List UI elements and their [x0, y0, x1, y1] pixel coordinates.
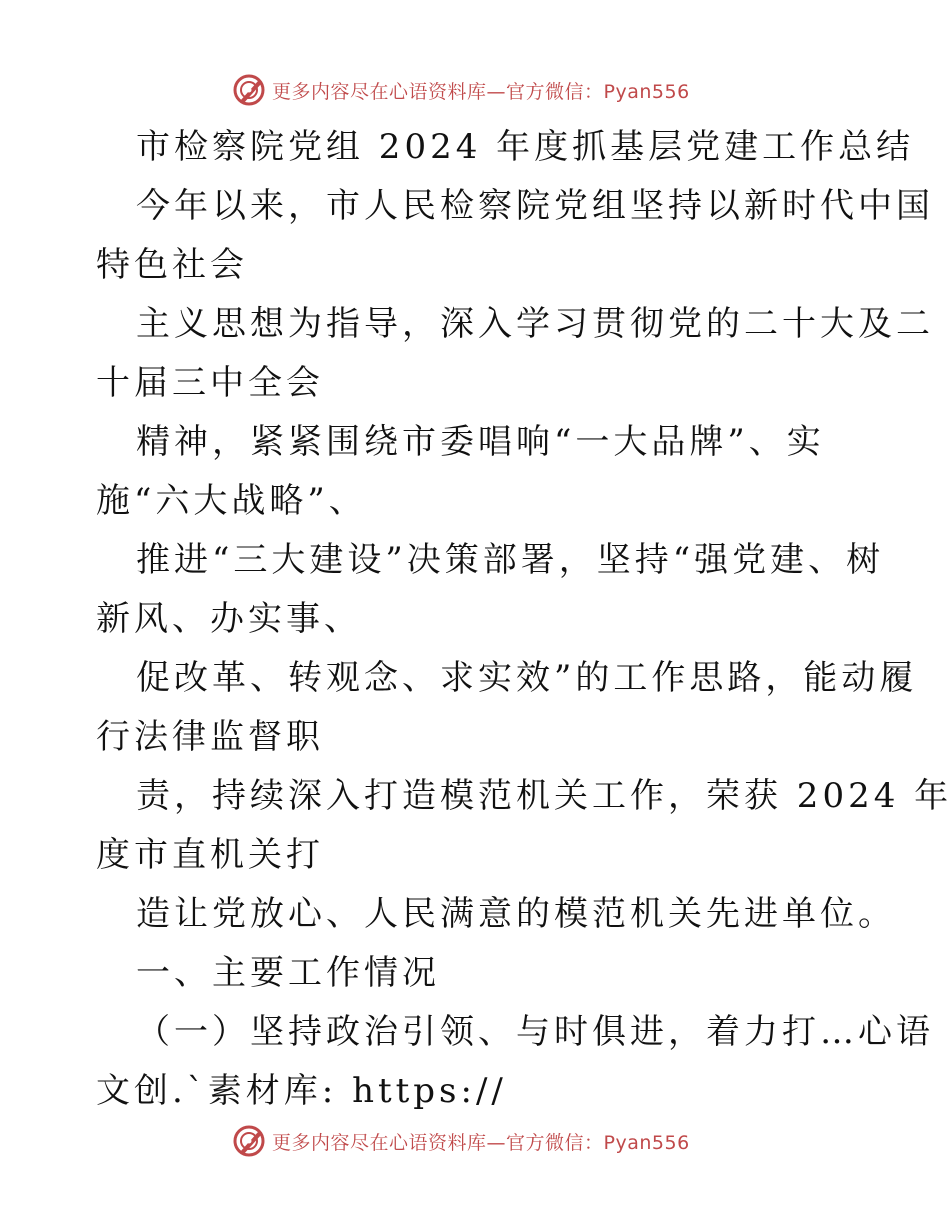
paragraph-line: 责，持续深入打造模范机关工作，荣获 2024 年 — [136, 776, 952, 816]
paragraph-line: 十届三中全会 — [96, 363, 324, 403]
pen-nib-circle-logo-icon — [232, 73, 266, 107]
watermark-text: 更多内容尽在心语资料库—官方微信：Pyan556 — [272, 1131, 690, 1154]
paragraph-line: 造让党放心、人民满意的模范机关先进单位。 — [136, 894, 896, 934]
paragraph-line: 度市直机关打 — [96, 835, 324, 875]
pen-nib-circle-logo-icon — [232, 1124, 266, 1158]
subsection-heading: （一）坚持政治引领、与时俱进，着力打…心语 — [136, 1012, 934, 1052]
section-heading: 一、主要工作情况 — [136, 953, 440, 993]
paragraph-line: 施“六大战略”、 — [96, 481, 367, 521]
paragraph-line: 推进“三大建设”决策部署，坚持“强党建、树 — [136, 540, 885, 580]
paragraph-line: 文创.`素材库: https:// — [96, 1071, 507, 1111]
paragraph-line: 今年以来，市人民检察院党组坚持以新时代中国 — [136, 186, 934, 226]
watermark-banner-bottom — [232, 1121, 690, 1161]
document-body — [96, 118, 952, 1121]
document-title: 市检察院党组 2024 年度抓基层党建工作总结 — [136, 127, 915, 167]
watermark-banner-top — [232, 70, 690, 110]
paragraph-line: 特色社会 — [96, 245, 248, 285]
watermark-text: 更多内容尽在心语资料库—官方微信：Pyan556 — [272, 80, 690, 103]
paragraph-line: 精神，紧紧围绕市委唱响“一大品牌”、实 — [136, 422, 825, 462]
paragraph-line: 主义思想为指导，深入学习贯彻党的二十大及二 — [136, 304, 934, 344]
paragraph-line: 行法律监督职 — [96, 717, 324, 757]
paragraph-line: 新风、办实事、 — [96, 599, 362, 639]
paragraph-line: 促改革、转观念、求实效”的工作思路，能动履 — [136, 658, 918, 698]
